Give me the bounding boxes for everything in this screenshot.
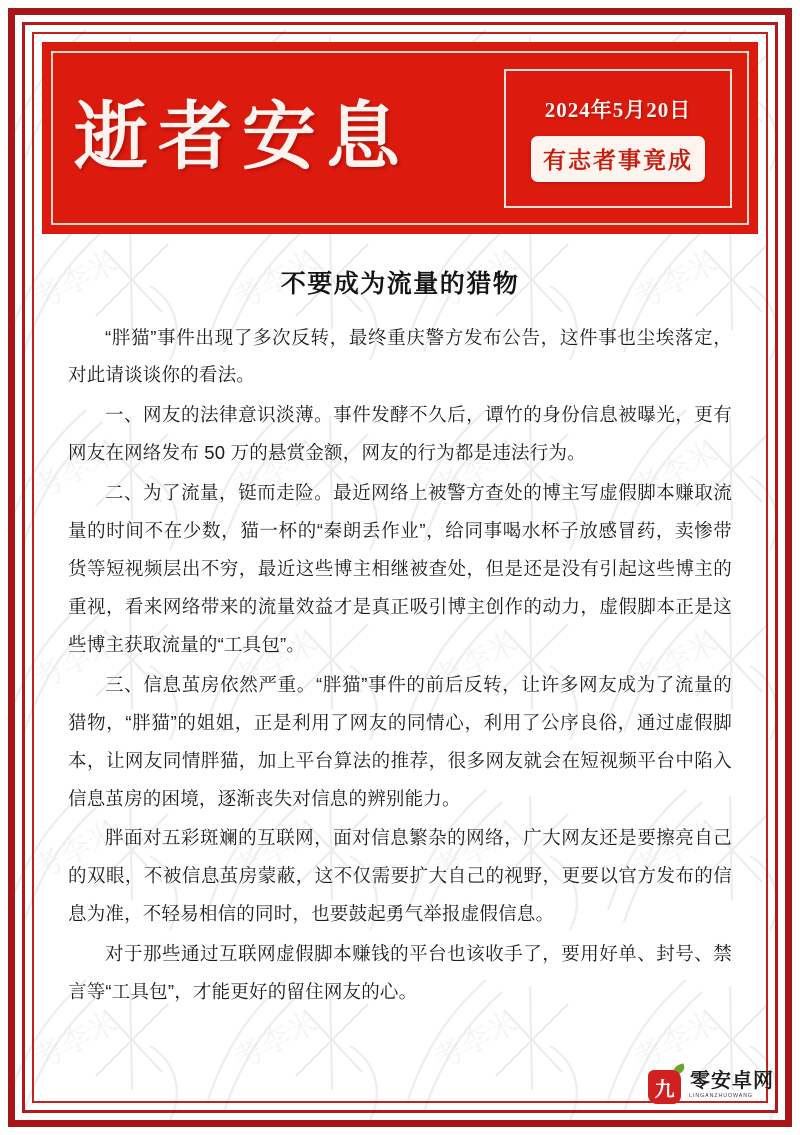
article-paragraph: 对于那些通过互联网虚假脚本赚钱的平台也该收手了，要用好单、封号、禁言等“工具包”，才能更好的留住网友的心。 xyxy=(68,943,732,1003)
header-banner xyxy=(42,42,758,234)
article-paragraph: 三、信息茧房依然严重。“胖猫”事件的前后反转，让许多网友成为了流量的猎物，“胖猫”的姐姐，正是利用了网友的同情心，利用了公序良俗，通过虚假脚本，让网友同情胖猫，加上平台算法的推荐，很多网友就会在短视频平台中陷入信息茧房的困境，逐渐丧失对信息的辨别能力。 xyxy=(68,673,732,809)
logo-name-cn: 零安卓网 xyxy=(690,1069,774,1092)
article-panel xyxy=(42,240,758,1093)
header-date: 2024年5月20日 xyxy=(544,98,692,122)
article-paragraph: 一、网友的法律意识淡薄。事件发酵不久后，谭竹的身份信息被曝光，更有网友在网络发布 50 万的悬赏金额，网友的行为都是违法行为。 xyxy=(68,404,732,464)
page-title: 逝者安息 xyxy=(74,97,410,179)
article-paragraph: 二、为了流量，铤而走险。最近网络上被警方查处的博主写虚假脚本赚取流量的时间不在少数，猫一杯的“秦朗丢作业”，给同事喝水杯子放感冒药，卖惨带货等短视频层出不穷，最近这些博主相继被查处，但是还是没有引起这些博主的重视，看来网络带来的流量效益才是真正吸引博主创作的动力，虚假脚本正是这些博主获取流量的“工具包”。 xyxy=(68,482,732,655)
logo-name-en: LINGANZHUOWANG xyxy=(689,1092,753,1099)
header-slogan: 有志者事竟成 xyxy=(531,136,705,182)
seal-character: 九 xyxy=(648,1070,681,1104)
header-info-box xyxy=(504,69,732,208)
article-paragraph: 胖面对五彩斑斓的互联网，面对信息繁杂的网络，广大网友还是要擦亮自己的双眼，不被信息茧房蒙蔽，这不仅需要扩大自己的视野，更要以官方发布的信息为准，不轻易相信的同时，也要鼓起勇气举报虚假信息。 xyxy=(68,827,732,925)
article-title: 不要成为流量的猎物 xyxy=(280,270,520,298)
article-paragraph: “胖猫”事件出现了多次反转，最终重庆警方发布公告，这件事也尘埃落定，对此请谈谈你的看法。 xyxy=(68,326,732,386)
site-logo[interactable] xyxy=(648,1065,774,1105)
apple-seal-icon xyxy=(648,1065,684,1105)
